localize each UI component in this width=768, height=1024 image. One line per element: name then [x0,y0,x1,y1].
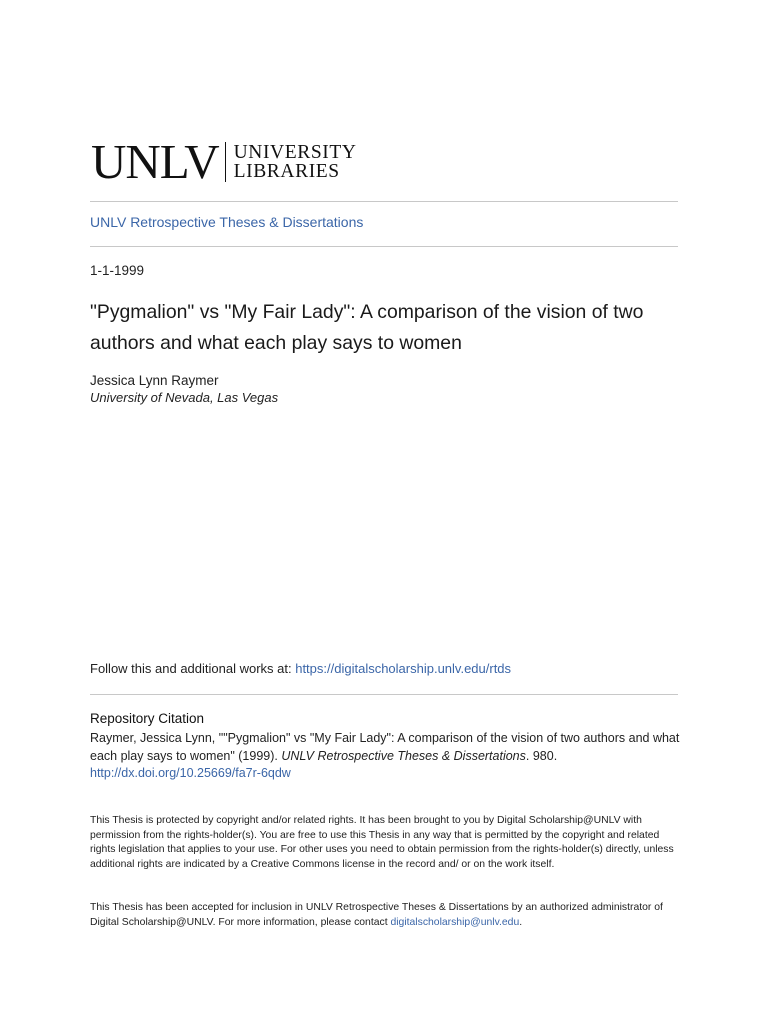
acceptance-end: . [519,916,523,928]
logo-unlv-wordmark: UNLV [91,134,219,189]
citation-doi-link[interactable]: http://dx.doi.org/10.25669/fa7r-6qdw [90,766,291,780]
logo-line-libraries: LIBRARIES [233,161,340,182]
follow-link[interactable]: https://digitalscholarship.unlv.edu/rtds [295,661,512,676]
acceptance-text: This Thesis has been accepted for inclusion in UNLV Retrospective Theses & Dissertations by an authorized administrator of Digital Scholarship@UNLV. For more information, please contact [90,902,663,928]
acceptance-notice [90,901,680,930]
author-name: Jessica Lynn Raymer [90,373,219,388]
thesis-title: "Pygmalion" vs "My Fair Lady": A comparison of the vision of two authors and what each play says to women [90,301,644,354]
divider-citation [90,694,678,695]
citation-number: . 980. [525,748,558,763]
logo-divider [225,142,226,182]
citation-heading: Repository Citation [90,711,205,726]
divider-top [90,201,678,202]
series-link[interactable]: UNLV Retrospective Theses & Dissertations [90,214,364,230]
logo-line-university: UNIVERSITY [233,142,357,163]
contact-email-link[interactable]: digitalscholarship@unlv.edu [390,916,520,928]
unlv-libraries-logo [91,134,357,189]
citation-block [90,730,682,783]
copyright-notice: This Thesis is protected by copyright and/or related rights. It has been brought to you by Digital Scholarship@UNLV with permission from the rights-holder(s). You are free to use this Thesis in any way that is permitted by the copyright and related rights legislation that applies to your use. For other uses you need to obtain permission from the rights-holder(s) directly, unless additional rights are indicated by a Creative Commons license in the record and/ or on the work itself. [90,815,674,870]
citation-journal: UNLV Retrospective Theses & Dissertations [281,748,526,763]
follow-line [90,661,511,676]
author-affiliation: University of Nevada, Las Vegas [90,390,279,405]
citation-text: Raymer, Jessica Lynn, ""Pygmalion" vs "My Fair Lady": A comparison of the vision of two authors and what each play says to women" (1999). [90,731,680,763]
publication-date: 1-1-1999 [90,263,145,278]
divider-series [90,246,678,247]
logo-subtitle [234,143,357,181]
follow-text: Follow this and additional works at: [90,661,296,676]
